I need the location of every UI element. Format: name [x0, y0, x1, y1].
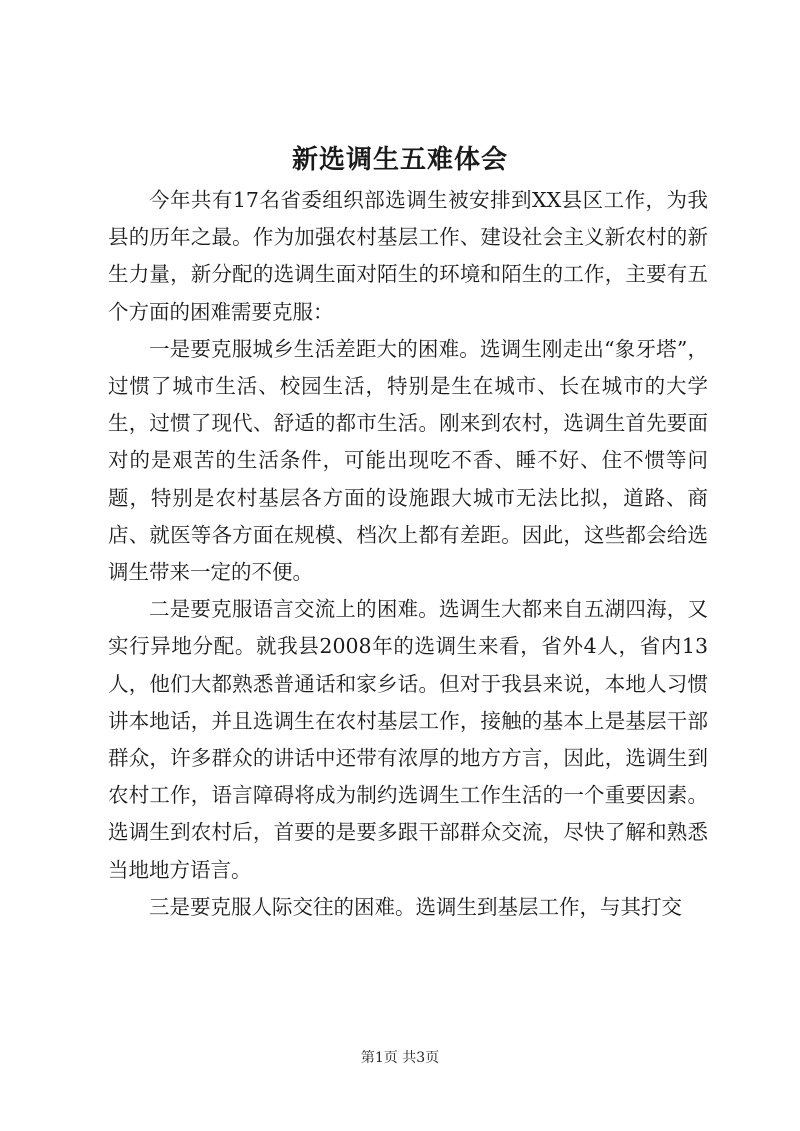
- paragraph-difficulty-2: 二是要克服语言交流上的困难。选调生大都来自五湖四海，又实行异地分配。就我县2008年的选调生来看，省外4人，省内13人，他们大都熟悉普通话和家乡话。但对于我县来说，本地人习惯讲本地话，并且选调生在农村基层工作，接触的基本上是基层干部群众，许多群众的讲话中还带有浓厚的地方方言，因此，选调生到农村工作，语言障碍将成为制约选调生工作生活的一个重要因素。选调生到农村后，首要的是要多跟干部群众交流，尽快了解和熟悉当地地方语言。: [108, 597, 708, 882]
- page-number-footer: 第1页 共3页: [360, 1050, 440, 1066]
- paragraph-difficulty-3: 三是要克服人际交往的困难。选调生到基层工作，与其打交: [149, 894, 682, 919]
- paragraph-difficulty-1: 一是要克服城乡生活差距大的困难。选调生刚走出“象牙塔”，过惯了城市生活、校园生活，特别是生在城市、长在城市的大学生，过惯了现代、舒适的都市生活。刚来到农村，选调生首先要面对的是艰苦的生活条件，可能出现吃不香、睡不好、住不惯等问题，特别是农村基层各方面的设施跟大城市无法比拟，道路、商店、就医等各方面在规模、档次上都有差距。因此，这些都会给选调生带来一定的不便。: [108, 336, 708, 585]
- document-body: [108, 182, 708, 926]
- paragraph-intro: 今年共有17名省委组织部选调生被安排到XX县区工作，为我县的历年之最。作为加强农村基层工作、建设社会主义新农村的新生力量，新分配的选调生面对陌生的环境和陌生的工作，主要有五个方面的困难需要克服：: [108, 188, 708, 324]
- document-title: 新选调生五难体会: [291, 145, 508, 175]
